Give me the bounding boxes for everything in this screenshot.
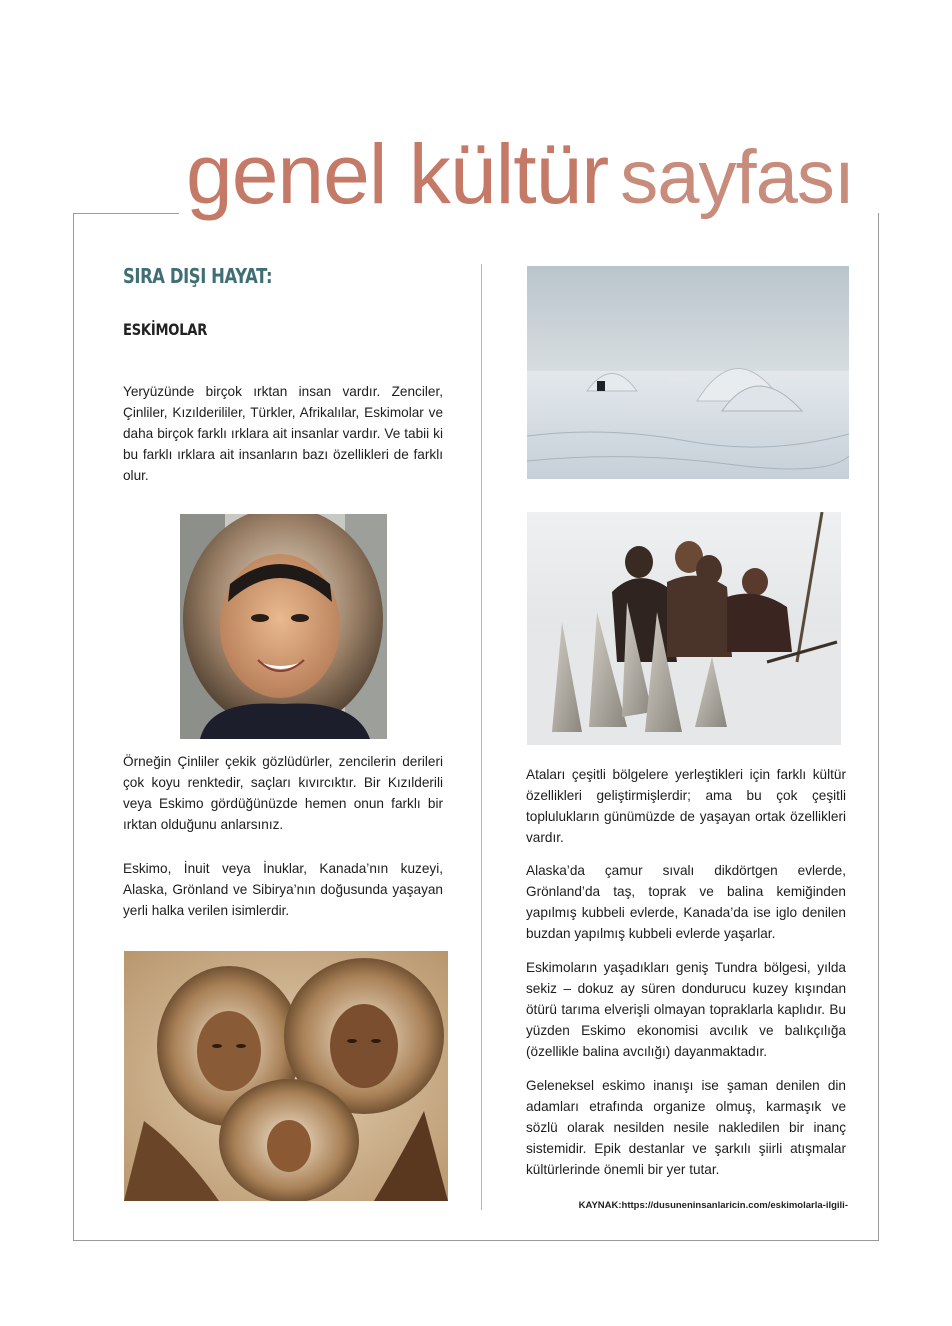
paragraph-cultures: Ataları çeşitli bölgelere yerleştikleri için farklı kültür özellikleri geliştirmişlerdir; ama bu çok çeşitli toplulukların günümüzde de yaşayan ortak özellikleri vardır. (526, 767, 846, 845)
paragraph-belief: Geleneksel eskimo inanışı ise şaman denilen din adamları etrafında organize olmuş, karmaşık ve sözlü olarak nesilden nesile nakledilen bir inanç sistemidir. Epik destanlar ve şarkılı şiirli atışmalar kültürlerinde önemli bir yer tutar. (526, 1078, 846, 1177)
page-title (186, 127, 886, 242)
title-part-1: genel kültür (186, 127, 609, 221)
paragraph-features: Örneğin Çinliler çekik gözlüdürler, zencilerin derileri çok koyu renktedir, saçları kıvırcıktır. Bir Kızılderili veya Eskimo gördüğünüzde hemen onun farklı bir ırktan olduğunu anlarsınız. (123, 754, 443, 832)
article-subtitle: ESKİMOLAR (123, 320, 208, 339)
column-divider (481, 264, 482, 1210)
frame-left (73, 213, 74, 1241)
paragraph-houses: Alaska’da çamur sıvalı dikdörtgen evlerde, Grönland’da taş, toprak ve balina kemiğinden yapılmış kubbeli evlerde, Kanada’da ise iglo denilen buzdan yapılmış kubbeli evlerde yaşarlar. (526, 863, 846, 941)
paragraph-names: Eskimo, İnuit veya İnuklar, Kanada’nın kuzeyi, Alaska, Grönland ve Sibirya’nın doğusunda yaşayan yerli halka verilen isimlerdir. (123, 861, 443, 918)
source-reference: KAYNAK:https://dusuneninsanlaricin.com/eskimolarla-ilgili- (578, 1200, 848, 1211)
photo-girl-fur-hood (180, 514, 387, 739)
paragraph-tundra: Eskimoların yaşadıkları geniş Tundra bölgesi, yılda sekiz – dokuz ay süren dondurucu kuzey kışından ötürü tarıma elverişli olmayan topraklarla kaplıdır. Bu yüzden Eskimo ekonomisi avcılık ve balıkçılığa (özellikle balina avcılığı) dayanmaktadır. (526, 960, 846, 1059)
photo-family-fur-parkas (124, 951, 448, 1201)
frame-right (878, 213, 879, 1241)
paragraph-intro: Yeryüzünde birçok ırktan insan vardır. Zenciler, Çinliler, Kızılderililer, Türkler, Afrikalılar, Eskimolar ve daha birçok farklı ırklara ait insanlar vardır. Ve tabii ki bu farklı ırklara ait insanların bazı özellikleri de farklı olur. (123, 384, 443, 483)
photo-people-ice-blocks (527, 512, 841, 745)
photo-igloo-village (527, 266, 849, 479)
frame-bottom (73, 1240, 879, 1241)
section-title: SIRA DIŞI HAYAT: (123, 264, 273, 288)
frame-top-left (73, 213, 179, 214)
title-part-2: sayfası (620, 135, 855, 220)
